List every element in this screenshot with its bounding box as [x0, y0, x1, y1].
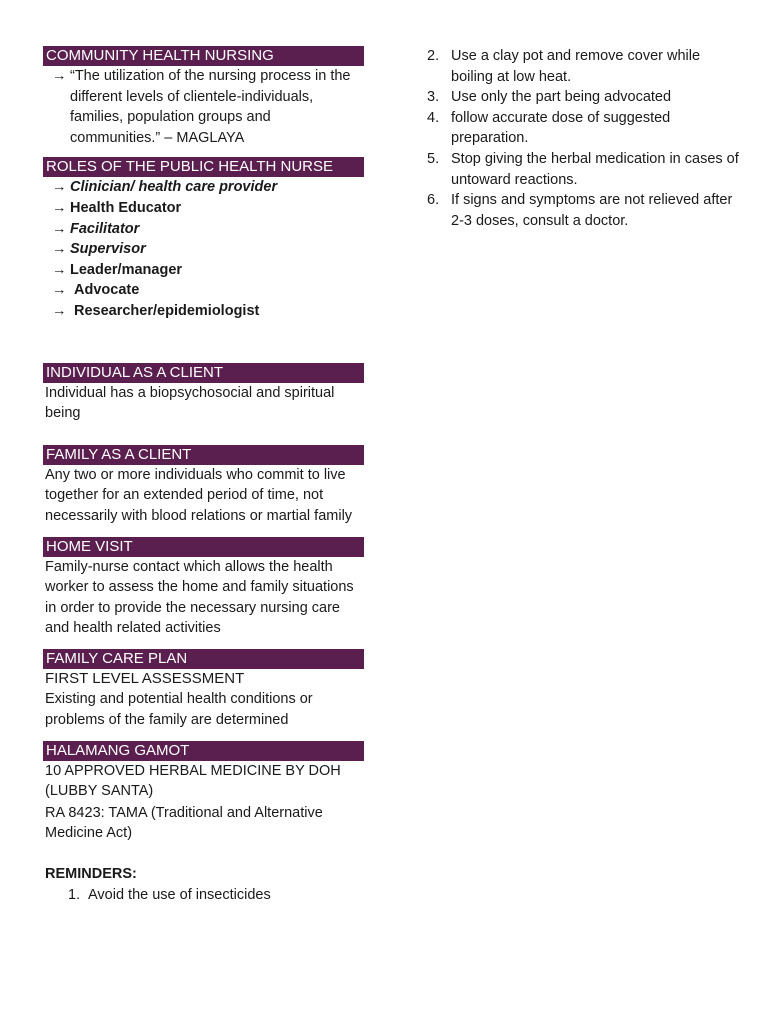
arrow-icon: → [52, 68, 67, 84]
reminder-text: follow accurate dose of suggested preparation. [451, 109, 671, 147]
reminder-text: Avoid the use of insecticides [88, 886, 271, 903]
list-number: 4. [427, 109, 440, 126]
list-item [43, 280, 364, 301]
reminder-text: If signs and symptoms are not relieved after 2-3 doses, consult a doctor. [451, 192, 733, 229]
arrow-icon: → [52, 241, 67, 258]
list-item [43, 177, 364, 198]
family-text: Any two or more individuals who commit to live together for an extended period of time, not necessarily with blood relations or martial family [45, 466, 353, 524]
herbal-medicine-text: 10 APPROVED HERBAL MEDICINE BY DOH (LUBBY SANTA) [45, 762, 341, 800]
arrow-icon: → [52, 261, 67, 278]
reminders-heading: REMINDERS: [45, 866, 137, 883]
list-item [420, 108, 740, 149]
ra-8423-text: RA 8423: TAMA (Traditional and Alternative Medicine Act) [45, 804, 323, 842]
first-level-assessment-heading: FIRST LEVEL ASSESSMENT [45, 669, 245, 687]
list-item [43, 260, 364, 281]
reminder-text: Stop giving the herbal medication in cases of untoward reactions. [451, 150, 739, 188]
role-label: Researcher/epidemiologist [74, 302, 260, 319]
list-number: 1. [68, 886, 81, 903]
list-item [43, 198, 364, 219]
list-item [420, 46, 740, 87]
arrow-icon: → [52, 220, 67, 237]
section-header-halamang-gamot: HALAMANG GAMOT [43, 741, 364, 761]
chn-definition-text: “The utilization of the nursing process in the different levels of clientele-individuals, families, population groups and communities.” – MAGLAYA [70, 68, 351, 146]
arrow-icon: → [52, 179, 67, 196]
care-plan-text: Existing and potential health conditions or problems of the family are determined [45, 691, 313, 729]
list-item [43, 219, 364, 240]
chn-definition-list [43, 66, 364, 148]
arrow-icon: → [52, 199, 67, 216]
list-number: 5. [427, 150, 440, 167]
role-label: Supervisor [70, 241, 146, 258]
role-label: Leader/manager [70, 261, 183, 278]
role-label: Facilitator [70, 220, 140, 237]
reminder-text: Use only the part being advocated [451, 89, 672, 106]
list-item [420, 190, 740, 231]
roles-list [43, 177, 364, 321]
list-number: 3. [427, 89, 440, 106]
role-label: Health Educator [70, 199, 182, 216]
list-item [420, 149, 740, 190]
list-number: 2. [427, 48, 440, 64]
list-item [43, 66, 364, 148]
section-header-community-health-nursing: COMMUNITY HEALTH NURSING [43, 46, 364, 66]
arrow-icon: → [52, 282, 67, 299]
section-header-roles: ROLES OF THE PUBLIC HEALTH NURSE [43, 157, 364, 177]
individual-text: Individual has a biopsychosocial and spiritual being [45, 384, 335, 422]
section-header-individual: INDIVIDUAL AS A CLIENT [43, 363, 364, 383]
list-item [420, 87, 740, 108]
left-column [43, 46, 364, 905]
section-header-home-visit: HOME VISIT [43, 537, 364, 557]
role-label: Advocate [74, 282, 140, 299]
right-column [420, 46, 740, 231]
reminders-list-continued [420, 46, 740, 231]
arrow-icon: → [52, 302, 67, 319]
reminders-list-start [43, 885, 364, 906]
reminder-text: Use a clay pot and remove cover while boiling at low heat. [451, 48, 701, 85]
list-item [43, 885, 364, 906]
section-header-family-care-plan: FAMILY CARE PLAN [43, 649, 364, 669]
home-visit-text: Family-nurse contact which allows the health worker to assess the home and family situations in order to provide the necessary nursing care and health related activities [45, 558, 354, 637]
list-number: 6. [427, 192, 440, 209]
list-item [43, 239, 364, 260]
section-header-family: FAMILY AS A CLIENT [43, 445, 364, 465]
list-item [43, 301, 364, 322]
role-label: Clinician/ health care provider [70, 179, 278, 196]
